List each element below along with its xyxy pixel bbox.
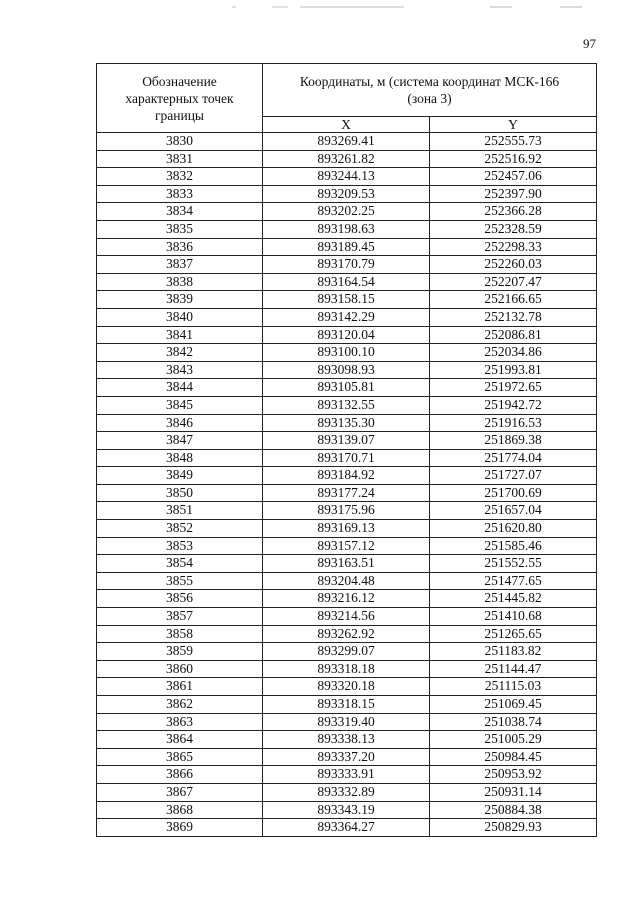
cell-x: 893184.92 (263, 467, 430, 485)
cell-x: 893198.63 (263, 220, 430, 238)
cell-point: 3838 (97, 273, 263, 291)
cell-x: 893175.96 (263, 502, 430, 520)
cell-point: 3863 (97, 713, 263, 731)
table-row (97, 361, 597, 379)
cell-x: 893100.10 (263, 344, 430, 362)
cell-x: 893216.12 (263, 590, 430, 608)
cell-x: 893318.15 (263, 696, 430, 714)
cell-point: 3864 (97, 731, 263, 749)
cell-point: 3839 (97, 291, 263, 309)
table-row (97, 256, 597, 274)
table-row (97, 273, 597, 291)
cell-point: 3865 (97, 748, 263, 766)
cell-point: 3850 (97, 484, 263, 502)
cell-point: 3867 (97, 783, 263, 801)
table-row (97, 801, 597, 819)
table-row (97, 396, 597, 414)
table-body (97, 133, 597, 837)
cell-point: 3830 (97, 133, 263, 151)
table-row (97, 150, 597, 168)
cell-point: 3845 (97, 396, 263, 414)
table-row (97, 590, 597, 608)
cell-x: 893105.81 (263, 379, 430, 397)
header-x: X (263, 117, 430, 133)
cell-y: 252366.28 (430, 203, 597, 221)
cell-y: 250984.45 (430, 748, 597, 766)
cell-y: 251183.82 (430, 643, 597, 661)
cell-x: 893269.41 (263, 133, 430, 151)
cell-y: 252260.03 (430, 256, 597, 274)
table-row (97, 748, 597, 766)
table-row (97, 168, 597, 186)
cell-y: 251585.46 (430, 537, 597, 555)
cell-x: 893139.07 (263, 432, 430, 450)
table-row (97, 766, 597, 784)
table-row (97, 449, 597, 467)
cell-x: 893170.71 (263, 449, 430, 467)
cell-point: 3860 (97, 660, 263, 678)
table-row (97, 291, 597, 309)
cell-x: 893332.89 (263, 783, 430, 801)
cell-point: 3837 (97, 256, 263, 274)
cell-point: 3834 (97, 203, 263, 221)
cell-point: 3859 (97, 643, 263, 661)
table-row (97, 220, 597, 238)
cell-point: 3842 (97, 344, 263, 362)
cell-point: 3844 (97, 379, 263, 397)
cell-y: 252397.90 (430, 185, 597, 203)
cell-y: 251038.74 (430, 713, 597, 731)
cell-point: 3854 (97, 555, 263, 573)
cell-x: 893337.20 (263, 748, 430, 766)
cell-point: 3855 (97, 572, 263, 590)
cell-x: 893244.13 (263, 168, 430, 186)
cell-x: 893157.12 (263, 537, 430, 555)
table-row (97, 344, 597, 362)
cell-y: 250953.92 (430, 766, 597, 784)
cell-point: 3846 (97, 414, 263, 432)
page-number: 97 (583, 36, 596, 51)
cell-point: 3836 (97, 238, 263, 256)
cell-y: 251477.65 (430, 572, 597, 590)
cell-point: 3852 (97, 520, 263, 538)
cell-point: 3861 (97, 678, 263, 696)
cell-y: 252516.92 (430, 150, 597, 168)
cell-point: 3833 (97, 185, 263, 203)
table-row (97, 379, 597, 397)
cell-x: 893320.18 (263, 678, 430, 696)
cell-y: 252166.65 (430, 291, 597, 309)
scan-artifact-marks (0, 4, 640, 10)
cell-point: 3857 (97, 608, 263, 626)
table-row (97, 432, 597, 450)
cell-x: 893164.54 (263, 273, 430, 291)
table-row (97, 625, 597, 643)
cell-x: 893163.51 (263, 555, 430, 573)
cell-y: 251869.38 (430, 432, 597, 450)
cell-point: 3832 (97, 168, 263, 186)
cell-point: 3841 (97, 326, 263, 344)
cell-y: 251265.65 (430, 625, 597, 643)
cell-y: 251069.45 (430, 696, 597, 714)
cell-y: 250884.38 (430, 801, 597, 819)
header-point-designation: Обозначение характерных точек границы (97, 64, 263, 133)
table-row (97, 819, 597, 837)
cell-x: 893202.25 (263, 203, 430, 221)
table-row (97, 678, 597, 696)
table-row (97, 238, 597, 256)
cell-x: 893319.40 (263, 713, 430, 731)
table-row (97, 326, 597, 344)
cell-x: 893318.18 (263, 660, 430, 678)
cell-point: 3843 (97, 361, 263, 379)
cell-y: 251700.69 (430, 484, 597, 502)
cell-x: 893158.15 (263, 291, 430, 309)
table-row (97, 520, 597, 538)
cell-point: 3851 (97, 502, 263, 520)
table-row (97, 696, 597, 714)
table-row (97, 537, 597, 555)
cell-y: 251942.72 (430, 396, 597, 414)
cell-x: 893120.04 (263, 326, 430, 344)
cell-y: 252207.47 (430, 273, 597, 291)
cell-x: 893364.27 (263, 819, 430, 837)
cell-y: 252132.78 (430, 308, 597, 326)
cell-y: 252034.86 (430, 344, 597, 362)
cell-y: 251993.81 (430, 361, 597, 379)
table-row (97, 643, 597, 661)
cell-point: 3862 (97, 696, 263, 714)
cell-x: 893209.53 (263, 185, 430, 203)
cell-y: 250931.14 (430, 783, 597, 801)
table-row (97, 414, 597, 432)
cell-y: 251144.47 (430, 660, 597, 678)
cell-x: 893262.92 (263, 625, 430, 643)
table-row (97, 484, 597, 502)
cell-y: 252457.06 (430, 168, 597, 186)
cell-point: 3835 (97, 220, 263, 238)
cell-y: 252555.73 (430, 133, 597, 151)
table-row (97, 731, 597, 749)
header-y: Y (430, 117, 597, 133)
cell-point: 3847 (97, 432, 263, 450)
table-row (97, 572, 597, 590)
cell-y: 251657.04 (430, 502, 597, 520)
table-row (97, 185, 597, 203)
cell-y: 251410.68 (430, 608, 597, 626)
cell-y: 252086.81 (430, 326, 597, 344)
table-row (97, 608, 597, 626)
table-row (97, 467, 597, 485)
cell-point: 3856 (97, 590, 263, 608)
cell-y: 252298.33 (430, 238, 597, 256)
table-row (97, 660, 597, 678)
cell-y: 251727.07 (430, 467, 597, 485)
cell-x: 893098.93 (263, 361, 430, 379)
table-row (97, 783, 597, 801)
table-row (97, 308, 597, 326)
cell-point: 3831 (97, 150, 263, 168)
cell-x: 893177.24 (263, 484, 430, 502)
table-row (97, 203, 597, 221)
cell-x: 893214.56 (263, 608, 430, 626)
cell-x: 893142.29 (263, 308, 430, 326)
cell-x: 893204.48 (263, 572, 430, 590)
cell-y: 250829.93 (430, 819, 597, 837)
cell-point: 3858 (97, 625, 263, 643)
cell-x: 893135.30 (263, 414, 430, 432)
cell-y: 251005.29 (430, 731, 597, 749)
table-row (97, 502, 597, 520)
table-row (97, 133, 597, 151)
cell-point: 3840 (97, 308, 263, 326)
cell-y: 251445.82 (430, 590, 597, 608)
cell-x: 893189.45 (263, 238, 430, 256)
cell-x: 893333.91 (263, 766, 430, 784)
coordinates-table (96, 63, 597, 837)
table-row (97, 555, 597, 573)
cell-y: 251916.53 (430, 414, 597, 432)
table-row (97, 713, 597, 731)
cell-y: 251620.80 (430, 520, 597, 538)
cell-point: 3869 (97, 819, 263, 837)
cell-x: 893343.19 (263, 801, 430, 819)
cell-x: 893261.82 (263, 150, 430, 168)
cell-y: 251972.65 (430, 379, 597, 397)
cell-x: 893338.13 (263, 731, 430, 749)
cell-x: 893132.55 (263, 396, 430, 414)
header-coordinates: Координаты, м (система координат МСК-166 (зона 3) (263, 64, 597, 117)
cell-point: 3868 (97, 801, 263, 819)
cell-x: 893169.13 (263, 520, 430, 538)
cell-point: 3849 (97, 467, 263, 485)
cell-point: 3848 (97, 449, 263, 467)
cell-x: 893299.07 (263, 643, 430, 661)
cell-y: 251115.03 (430, 678, 597, 696)
cell-point: 3866 (97, 766, 263, 784)
cell-y: 252328.59 (430, 220, 597, 238)
cell-x: 893170.79 (263, 256, 430, 274)
cell-point: 3853 (97, 537, 263, 555)
cell-y: 251774.04 (430, 449, 597, 467)
cell-y: 251552.55 (430, 555, 597, 573)
